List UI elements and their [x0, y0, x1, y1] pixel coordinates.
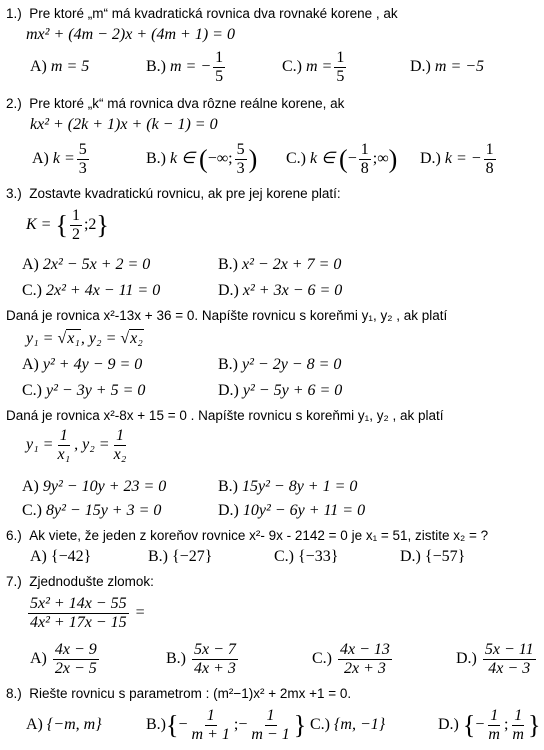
- q8-option-b: B.){− $\frac{1}{m + 1}$ ;− $\frac{1}{m - 1}$ }: [146, 707, 307, 743]
- q4-option-c: C.) y² − 3y + 5 = 0: [22, 382, 146, 399]
- question-3-root-set: K = { $\frac{1}{2}$ ;2}: [26, 207, 109, 243]
- q5-option-c: C.) 8y² − 15y + 3 = 0: [22, 502, 162, 519]
- q1-option-a: A) m = 5: [30, 58, 90, 75]
- question-4-relation: y₁ = √x₁, y₂ = √x₂: [26, 330, 143, 347]
- question-1-text: 1.) Pre ktoré „m“ má kvadratická rovnica dva rovnaké korene , ak: [6, 6, 398, 21]
- q5-option-d: D.) 10y² − 6y + 11 = 0: [218, 502, 366, 519]
- q4-option-b: B.) y² − 2y − 8 = 0: [218, 356, 342, 373]
- question-7-expression: $\frac{\text{5x² + 14x − 55}}{\text{4x² + 17x − 15}}$ =: [30, 595, 146, 631]
- q8-option-c: C.) {m, −1}: [310, 716, 386, 733]
- q4-option-d: D.) y² − 5y + 6 = 0: [218, 382, 343, 399]
- q5-option-a: A) 9y² − 10y + 23 = 0: [22, 478, 167, 495]
- q7-option-a: A) $\frac{4x - 9}{2x - 5}$: [30, 641, 97, 677]
- q6-option-d: D.) {−57}: [400, 548, 466, 565]
- q1-option-b: B.) m = − $\frac{1}{5}$: [146, 49, 224, 85]
- question-6-text: 6.) Ak viete, že jeden z koreňov rovnice x²- 9x - 2142 = 0 je x₁ = 51, zistite x₂ = ?: [6, 528, 489, 543]
- q8-option-d: D.) {− $\frac{1}{m}$ ; $\frac{1}{m}$ }: [438, 707, 541, 743]
- question-7-text: 7.) Zjednodušte zlomok:: [6, 574, 154, 589]
- question-5-relation: y₁ = $\frac{1}{\text{x₁}}$ , y₂ = $\frac{1}{\text{x₂}}$: [26, 427, 127, 463]
- q6-option-a: A) {−42}: [30, 548, 92, 565]
- q3-option-b: B.) x² − 2x + 7 = 0: [218, 256, 342, 273]
- q2-option-b: B.) k ∈ (−∞; $\frac{5}{3}$ ): [146, 141, 258, 177]
- q1-option-c: C.) m = $\frac{1}{5}$: [282, 49, 345, 85]
- q6-option-c: C.) {−33}: [274, 548, 339, 565]
- question-4-text: Daná je rovnica x²-13x + 36 = 0. Napíšte rovnicu s koreňmi y₁, y₂ , ak platí: [6, 308, 448, 323]
- q7-option-c: C.) $\frac{4x - 13}{2x + 3}$: [312, 641, 390, 677]
- question-2-text: 2.) Pre ktoré „k“ má rovnica dva rôzne reálne korene, ak: [6, 96, 345, 111]
- q7-option-d: D.) $\frac{5x - 11}{4x - 3}$: [456, 641, 534, 677]
- question-5-text: Daná je rovnica x²-8x + 15 = 0 . Napíšte rovnicu s koreňmi y₁, y₂ , ak platí: [6, 408, 444, 423]
- q7-option-b: B.) $\frac{5x - 7}{4x + 3}$: [166, 641, 236, 677]
- q1-option-d: D.) m = −5: [410, 58, 485, 75]
- q2-option-d: D.) k = − $\frac{1}{8}$: [420, 141, 494, 177]
- question-1-equation: mx² + (4m − 2)x + (4m + 1) = 0: [26, 26, 235, 43]
- q3-option-d: D.) x² + 3x − 6 = 0: [218, 282, 343, 299]
- q8-option-a: A) {−m, m}: [26, 716, 102, 733]
- question-2-equation: kx² + (2k + 1)x + (k − 1) = 0: [30, 116, 218, 133]
- question-3-text: 3.) Zostavte kvadratickú rovnicu, ak pre jej korene platí:: [6, 186, 341, 201]
- q2-option-a: A) k = $\frac{5}{3}$: [32, 141, 87, 177]
- q6-option-b: B.) {−27}: [148, 548, 213, 565]
- question-8-text: 8.) Riešte rovnicu s parametrom : (m²−1)x² + 2mx +1 = 0.: [6, 686, 352, 701]
- q4-option-a: A) y² + 4y − 9 = 0: [22, 356, 143, 373]
- q3-option-c: C.) 2x² + 4x − 11 = 0: [22, 282, 161, 299]
- q2-option-c: C.) k ∈ (− $\frac{1}{8}$ ;∞): [286, 141, 398, 177]
- q5-option-b: B.) 15y² − 8y + 1 = 0: [218, 478, 358, 495]
- q3-option-a: A) 2x² − 5x + 2 = 0: [22, 256, 151, 273]
